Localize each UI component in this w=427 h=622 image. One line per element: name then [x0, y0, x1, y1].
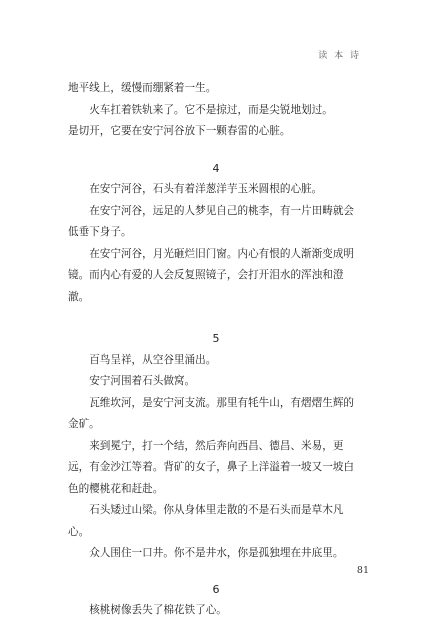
opening-line: 地平线上，缓慢而绷紧着一生。: [68, 82, 217, 94]
paragraph: 瓦维坎河，是安宁河支流。那里有牦牛山，有熠熠生辉的金矿。: [68, 396, 355, 430]
opening-line: 是切开，它要在安宁河谷放下一颗春雷的心脏。: [68, 125, 291, 137]
section-number: 5: [212, 332, 220, 345]
paragraph: 在安宁河谷，远足的人梦见自己的桃李，有一片田畴就会低垂下身子。: [68, 204, 355, 238]
opening-line: 火车扛着铁轨来了。它不是掠过，而是尖锐地划过。: [89, 103, 333, 116]
running-head: 读 本 诗: [318, 51, 361, 61]
paragraph: 石头矮过山梁。你从身体里走散的不是石头而是草木凡心。: [68, 504, 344, 538]
section-number: 4: [212, 161, 220, 175]
paragraph: 核桃树像丢失了棉花铁了心。: [89, 604, 227, 616]
section-number: 6: [212, 582, 220, 596]
paragraph: 安宁河围着石头做窝。: [89, 375, 196, 387]
paragraph: 来到冕宁，打一个结，然后奔向西昌、德昌、米易，更远，有金沙江等着。背矿的女子，鼻子上洋溢着一坡又一坡白色的樱桃花和赶赴。: [68, 439, 355, 495]
paragraph: 百鸟呈祥，从空谷里涌出。: [89, 353, 217, 366]
paragraph: 在安宁河谷，月光砸烂旧门窗。内心有恨的人渐渐变成明镜。而内心有爱的人会反复照镜子，会打开泪水的浑浊和澄澈。: [68, 247, 355, 303]
page-content: [68, 78, 364, 622]
page-number: 81: [356, 565, 369, 576]
paragraph: 在安宁河谷，石头有着洋葱洋芋玉米圆根的心脏。: [89, 183, 323, 195]
paragraph: 众人围住一口井。你不是井水，你是孤独埋在井底里。: [89, 547, 344, 559]
